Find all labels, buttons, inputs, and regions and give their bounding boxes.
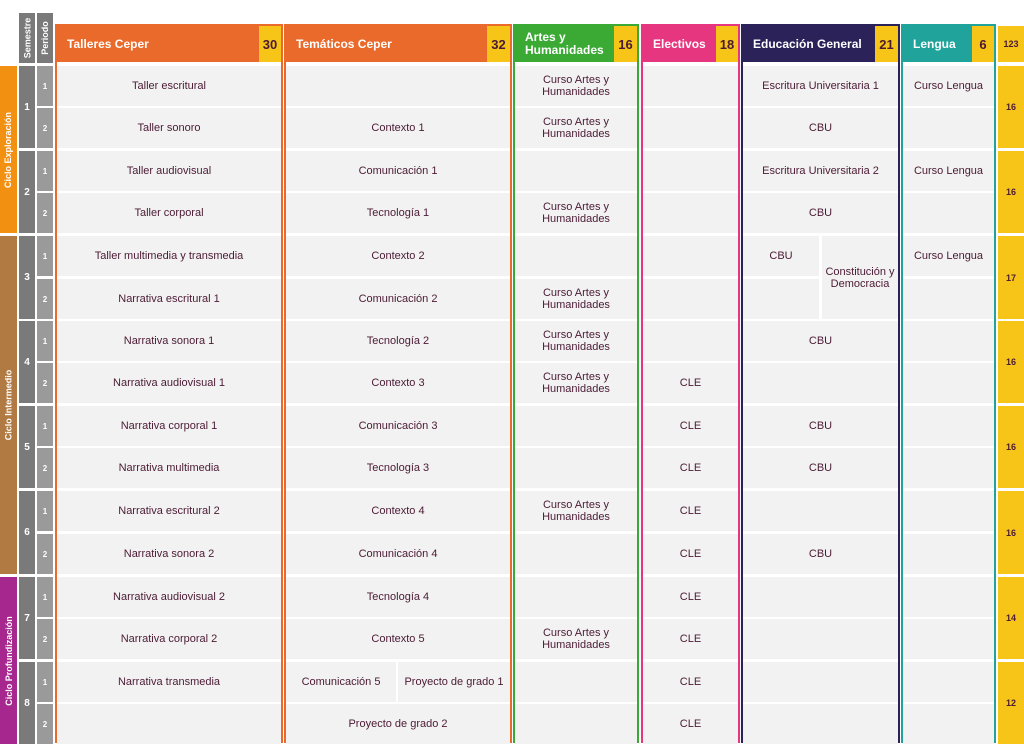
lengua-course-cell: [903, 491, 994, 531]
educacion-course-cell: CBU: [743, 534, 898, 574]
taller-course-cell: Narrativa multimedia: [57, 448, 281, 488]
educacion-course-cell: CBU: [743, 193, 898, 233]
artes-course-cell: Curso Artes y Humanidades: [515, 363, 637, 403]
educacion-empty-cell: [743, 577, 898, 617]
electivo-course-cell: [643, 193, 738, 233]
artes-course-cell: Curso Artes y Humanidades: [515, 619, 637, 659]
lengua-count: 6: [972, 26, 994, 62]
educacion-course-cell: Escritura Universitaria 2: [743, 151, 898, 191]
semester-number: 6: [19, 491, 35, 574]
educacion-title: Educación General: [753, 36, 862, 51]
electivo-course-cell: [643, 279, 738, 319]
taller-course-cell: Taller escritural: [57, 66, 281, 106]
taller-course-cell: Narrativa audiovisual 2: [57, 577, 281, 617]
lengua-course-cell: [903, 321, 994, 361]
talleres-count: 30: [259, 26, 281, 62]
taller-course-cell: Narrativa corporal 1: [57, 406, 281, 446]
educacion-count: 21: [875, 26, 898, 62]
lengua-course-cell: [903, 406, 994, 446]
artes-title: Artes y Humanidades: [525, 30, 604, 57]
electivos-title: Electivos: [653, 36, 706, 51]
electivo-course-cell: CLE: [643, 662, 738, 702]
electivo-course-cell: CLE: [643, 534, 738, 574]
period-number: 1: [37, 236, 53, 276]
semester-number: 1: [19, 66, 35, 148]
tematico-course-cell: Tecnología 4: [286, 577, 510, 617]
electivo-course-cell: CLE: [643, 448, 738, 488]
semester-number: 2: [19, 151, 35, 233]
tematico-course-cell: Contexto 4: [286, 491, 510, 531]
educacion-empty-cell: [743, 363, 898, 403]
electivo-course-cell: CLE: [643, 704, 738, 744]
artes-course-cell: [515, 151, 637, 191]
tematico-course-cell: Comunicación 1: [286, 151, 510, 191]
tematico-course-cell: Tecnología 2: [286, 321, 510, 361]
educacion-course-cell: CBU: [743, 406, 898, 446]
artes-course-cell: [515, 406, 637, 446]
lengua-course-cell: Curso Lengua: [903, 151, 994, 191]
period-number: 2: [37, 619, 53, 659]
educacion-course-cell: CBU: [743, 108, 898, 148]
semester-number: 4: [19, 321, 35, 403]
period-number: 2: [37, 108, 53, 148]
periodo-header: [37, 13, 53, 63]
tematico-course-cell: [286, 66, 510, 106]
cycle-band: [0, 236, 17, 574]
period-number: 2: [37, 534, 53, 574]
tematicos-header: [286, 26, 487, 62]
taller-course-cell: Narrativa escritural 1: [57, 279, 281, 319]
semester-total: 16: [998, 406, 1024, 488]
electivo-course-cell: [643, 66, 738, 106]
cycle-label: Ciclo Intermedio: [3, 369, 14, 441]
taller-course-cell: Narrativa transmedia: [57, 662, 281, 702]
electivo-course-cell: CLE: [643, 363, 738, 403]
electivo-course-cell: CLE: [643, 619, 738, 659]
tematico-course-cell: Contexto 3: [286, 363, 510, 403]
taller-course-cell: Narrativa corporal 2: [57, 619, 281, 659]
semester-number: 3: [19, 236, 35, 319]
lengua-title: Lengua: [913, 36, 956, 51]
electivo-course-cell: CLE: [643, 406, 738, 446]
tematicos-title: Temáticos Ceper: [296, 36, 392, 51]
electivo-course-cell: [643, 321, 738, 361]
electivo-course-cell: CLE: [643, 577, 738, 617]
lengua-course-cell: [903, 108, 994, 148]
periodo-label: Periodo: [40, 21, 51, 55]
taller-course-cell: Narrativa sonora 2: [57, 534, 281, 574]
lengua-course-cell: [903, 534, 994, 574]
semester-total: 16: [998, 66, 1024, 148]
taller-course-cell: Narrativa escritural 2: [57, 491, 281, 531]
taller-course-cell: Taller sonoro: [57, 108, 281, 148]
educacion-empty-cell: [743, 279, 819, 319]
artes-course-cell: Curso Artes y Humanidades: [515, 491, 637, 531]
cycle-band: [0, 66, 17, 233]
artes-course-cell: Curso Artes y Humanidades: [515, 279, 637, 319]
tematico-course-cell: Proyecto de grado 2: [286, 704, 510, 744]
period-number: 2: [37, 363, 53, 403]
semester-total: 16: [998, 321, 1024, 403]
total-credits: 123: [998, 26, 1024, 62]
cycle-label: Ciclo Exploración: [3, 111, 14, 188]
taller-course-cell: Narrativa audiovisual 1: [57, 363, 281, 403]
period-number: 2: [37, 193, 53, 233]
educacion-empty-cell: [743, 491, 898, 531]
tematico-course-cell: Tecnología 3: [286, 448, 510, 488]
electivos-count: 18: [716, 26, 738, 62]
educacion-empty-cell: [743, 619, 898, 659]
educacion-course-cell: Escritura Universitaria 1: [743, 66, 898, 106]
tematico-course-cell: Tecnología 1: [286, 193, 510, 233]
talleres-title: Talleres Ceper: [67, 36, 149, 51]
lengua-course-cell: [903, 279, 994, 319]
tematico-course-cell: Contexto 2: [286, 236, 510, 276]
educacion-course-cell: CBU: [743, 448, 898, 488]
period-number: 2: [37, 448, 53, 488]
electivos-header: [643, 26, 716, 62]
lengua-course-cell: [903, 577, 994, 617]
period-number: 1: [37, 662, 53, 702]
educacion-empty-cell: [743, 704, 898, 744]
taller-course-cell: Taller audiovisual: [57, 151, 281, 191]
tematico-course-cell: Contexto 5: [286, 619, 510, 659]
educacion-header: [743, 26, 875, 62]
electivo-course-cell: [643, 236, 738, 276]
artes-course-cell: [515, 448, 637, 488]
tematico-course-cell: Contexto 1: [286, 108, 510, 148]
electivo-course-cell: [643, 108, 738, 148]
semester-total: 17: [998, 236, 1024, 319]
artes-header: [515, 26, 614, 62]
lengua-course-cell: [903, 363, 994, 403]
taller-course-cell: Taller multimedia y transmedia: [57, 236, 281, 276]
period-number: 1: [37, 151, 53, 191]
tematico-course-cell: Comunicación 5: [286, 662, 396, 702]
electivo-course-cell: [643, 151, 738, 191]
semester-total: 16: [998, 151, 1024, 233]
lengua-course-cell: Curso Lengua: [903, 66, 994, 106]
semester-number: 7: [19, 577, 35, 659]
artes-course-cell: Curso Artes y Humanidades: [515, 66, 637, 106]
period-number: 1: [37, 66, 53, 106]
taller-course-cell: Taller corporal: [57, 193, 281, 233]
artes-course-cell: Curso Artes y Humanidades: [515, 108, 637, 148]
artes-course-cell: Curso Artes y Humanidades: [515, 321, 637, 361]
artes-course-cell: [515, 577, 637, 617]
educacion-empty-cell: [743, 662, 898, 702]
lengua-course-cell: [903, 704, 994, 744]
lengua-course-cell: [903, 448, 994, 488]
lengua-course-cell: [903, 619, 994, 659]
period-number: 2: [37, 704, 53, 744]
artes-course-cell: [515, 534, 637, 574]
tematicos-count: 32: [487, 26, 510, 62]
lengua-course-cell: Curso Lengua: [903, 236, 994, 276]
taller-course-cell: Narrativa sonora 1: [57, 321, 281, 361]
taller-course-cell: [57, 704, 281, 744]
educacion-course-cell: CBU: [743, 321, 898, 361]
semestre-header: [19, 13, 35, 63]
educacion-course-cell: Constitución y Democracia: [822, 236, 898, 319]
artes-course-cell: [515, 236, 637, 276]
artes-course-cell: [515, 662, 637, 702]
lengua-course-cell: [903, 193, 994, 233]
semester-number: 8: [19, 662, 35, 744]
period-number: 1: [37, 406, 53, 446]
period-number: 1: [37, 491, 53, 531]
semester-total: 16: [998, 491, 1024, 574]
semester-number: 5: [19, 406, 35, 488]
lengua-header: [903, 26, 972, 62]
artes-course-cell: [515, 704, 637, 744]
tematico-course-cell: Comunicación 2: [286, 279, 510, 319]
semestre-label: Semestre: [22, 17, 32, 59]
period-number: 2: [37, 279, 53, 319]
electivo-course-cell: CLE: [643, 491, 738, 531]
period-number: 1: [37, 321, 53, 361]
cycle-band: [0, 577, 17, 744]
semester-total: 14: [998, 577, 1024, 659]
tematico-course-cell: Comunicación 3: [286, 406, 510, 446]
artes-count: 16: [614, 26, 637, 62]
period-number: 1: [37, 577, 53, 617]
educacion-course-cell: CBU: [743, 236, 819, 276]
cycle-label: Ciclo Profundización: [3, 615, 14, 706]
artes-course-cell: Curso Artes y Humanidades: [515, 193, 637, 233]
talleres-header: [57, 26, 259, 62]
semester-total: 12: [998, 662, 1024, 744]
tematico-course-cell: Proyecto de grado 1: [398, 662, 510, 702]
lengua-course-cell: [903, 662, 994, 702]
tematico-course-cell: Comunicación 4: [286, 534, 510, 574]
